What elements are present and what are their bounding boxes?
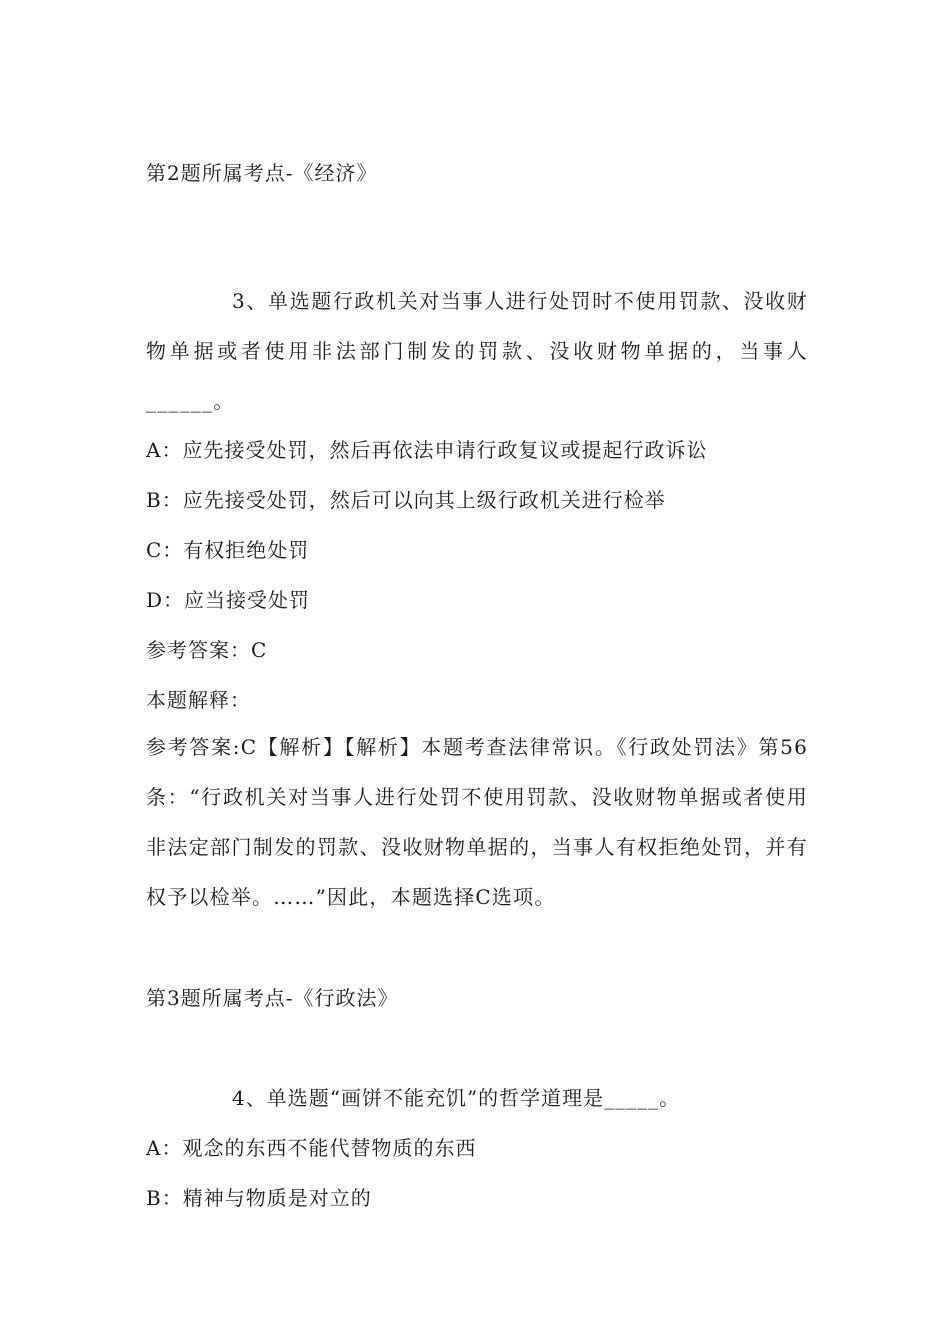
q3-option-d: D：应当接受处罚 xyxy=(146,588,311,612)
q2-topic: 第2题所属考点-《经济》 xyxy=(146,161,378,185)
q3-stem xyxy=(146,276,808,426)
q4-stem: 4、单选题“画饼不能充饥”的哲学道理是_____。 xyxy=(232,1086,681,1110)
q4-option-b: B：精神与物质是对立的 xyxy=(146,1186,372,1210)
q3-option-b: B：应先接受处罚，然后可以向其上级行政机关进行检举 xyxy=(146,488,666,512)
q3-topic: 第3题所属考点-《行政法》 xyxy=(146,986,399,1010)
q3-option-a: A：应先接受处罚，然后再依法申请行政复议或提起行政诉讼 xyxy=(146,438,708,462)
q3-explanation: 参考答案:C【解析】【解析】本题考查法律常识。《行政处罚法》第56条：“行政机关对当事人进行处罚不使用罚款、没收财物单据或者使用非法定部门制发的罚款、没收财物单据的，当事人有权拒绝处罚，并有权予以检举。……”因此，本题选择C选项。 xyxy=(146,735,808,909)
q4-option-a: A：观念的东西不能代替物质的东西 xyxy=(146,1136,477,1160)
q3-option-c: C：有权拒绝处罚 xyxy=(146,538,310,562)
q3-answer: 参考答案：C xyxy=(146,638,268,662)
q3-explain-label: 本题解释： xyxy=(146,688,251,712)
q3-stem-text: 3、单选题行政机关对当事人进行处罚时不使用罚款、没收财物单据或者使用非法部门制发的罚款、没收财物单据的，当事人______。 xyxy=(146,289,808,413)
